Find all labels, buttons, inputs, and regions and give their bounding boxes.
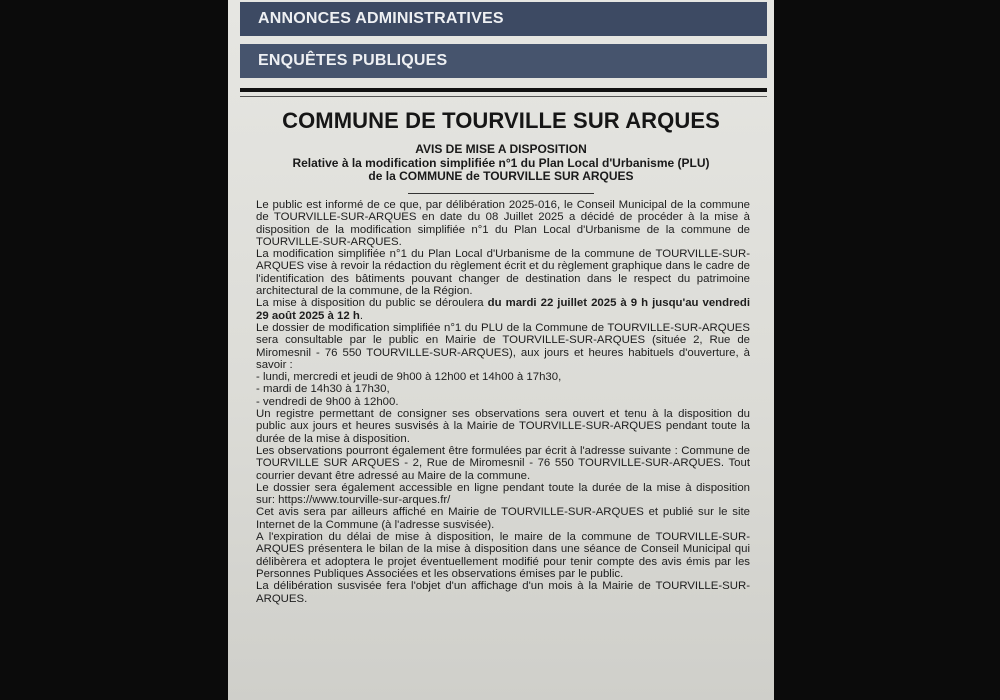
dates-intro: La mise à disposition du public se déroulera: [256, 297, 488, 310]
section-band-public-inquiries: ENQUÊTES PUBLIQUES: [240, 44, 767, 78]
subtitle-line-1: AVIS DE MISE A DISPOSITION: [415, 142, 587, 156]
opening-hours-3: - vendredi de 9h00 à 12h00.: [256, 395, 399, 408]
paragraph-observations: Les observations pourront également être formulées par écrit à l'adresse suivante : Commune de TOURVILLE SUR ARQUES - 2, Rue de Miromesnil - 76 550 TOURVILLE-SUR-ARQUES. Tout courrier devant être adressé au Maire de la commune.: [256, 444, 750, 482]
newspaper-page: [228, 0, 774, 700]
section-band-administrative: ANNONCES ADMINISTRATIVES: [240, 2, 767, 36]
paragraph-online: Le dossier sera également accessible en ligne pendant toute la durée de la mise à disposition sur: https://www.tourville-sur-arques.fr/: [256, 481, 750, 507]
paragraph-consultation: Le dossier de modification simplifiée n°1 du PLU de la Commune de TOURVILLE-SUR-ARQUES sera consultable par le public en Mairie de TOURVILLE-SUR-ARQUES (située 2, Rue de Miromesnil - 76 550 TOURVILLE-SUR-ARQUES), aux jours et heures habituels d'ouverture, à savoir :: [256, 321, 750, 371]
paragraph-purpose: La modification simplifiée n°1 du Plan Local d'Urbanisme de la commune de TOURVILLE-SUR-ARQUES vise à revoir la rédaction du règlement écrit et du règlement graphique dans le cadre de l'identification des bâtiments pouvant changer de destination dans le respect du patrimoine architectural de la commune, de la Région.: [256, 248, 750, 298]
paragraph-register: Un registre permettant de consigner ses observations sera ouvert et tenu à la disposition du public aux jours et heures susvisés à la Mairie de TOURVILLE-SUR-ARQUES pendant toute la durée de la mise à disposition.: [256, 408, 750, 445]
paragraph-report: A l'expiration du délai de mise à disposition, le maire de la commune de TOURVILLE-SUR-ARQUES présentera le bilan de la mise à disposition dans une séance de Conseil Municipal qui délibèrera et adoptera le projet éventuellement modifié pour tenir compte des avis émis par les Personnes Publiques Associées et les observations émises par le public.: [256, 531, 750, 580]
dates-period: du mardi 22 juillet 2025 à 9 h jusqu'au vendredi 29 août 2025 à 12 h: [256, 297, 750, 322]
thin-divider: [240, 96, 767, 97]
notice-body: [256, 199, 750, 605]
opening-hours-2: - mardi de 14h30 à 17h30,: [256, 383, 390, 396]
paragraph-deliberation: Le public est informé de ce que, par délibération 2025-016, le Conseil Municipal de la commune de TOURVILLE-SUR-ARQUES en date du 08 Juillet 2025 a décidé de procéder à la mise à disposition de la modification simplifiée n°1 du Plan Local d'Urbanisme de la commune de TOURVILLE-SUR-ARQUES.: [256, 199, 750, 248]
notice-subheading: [258, 143, 744, 184]
subtitle-line-2: Relative à la modification simplifiée n°1 du Plan Local d'Urbanisme (PLU): [292, 155, 710, 170]
subtitle-line-3: de la COMMUNE de TOURVILLE SUR ARQUES: [368, 169, 634, 183]
subheading-rule: [408, 193, 594, 194]
opening-hours-1: - lundi, mercredi et jeudi de 9h00 à 12h00 et 14h00 à 17h30,: [256, 371, 562, 384]
paragraph-final: La délibération susvisée fera l'objet d'un affichage d'un mois à la Mairie de TOURVILLE-SUR-ARQUES.: [256, 580, 750, 605]
paragraph-posting: Cet avis sera par ailleurs affiché en Mairie de TOURVILLE-SUR-ARQUES et publié sur le site Internet de la Commune (à l'adresse susvisée).: [256, 506, 750, 531]
notice-title: COMMUNE DE TOURVILLE SUR ARQUES: [282, 108, 720, 133]
paragraph-dates: [256, 297, 750, 322]
thick-divider: [240, 88, 767, 92]
dates-end: .: [359, 309, 364, 322]
